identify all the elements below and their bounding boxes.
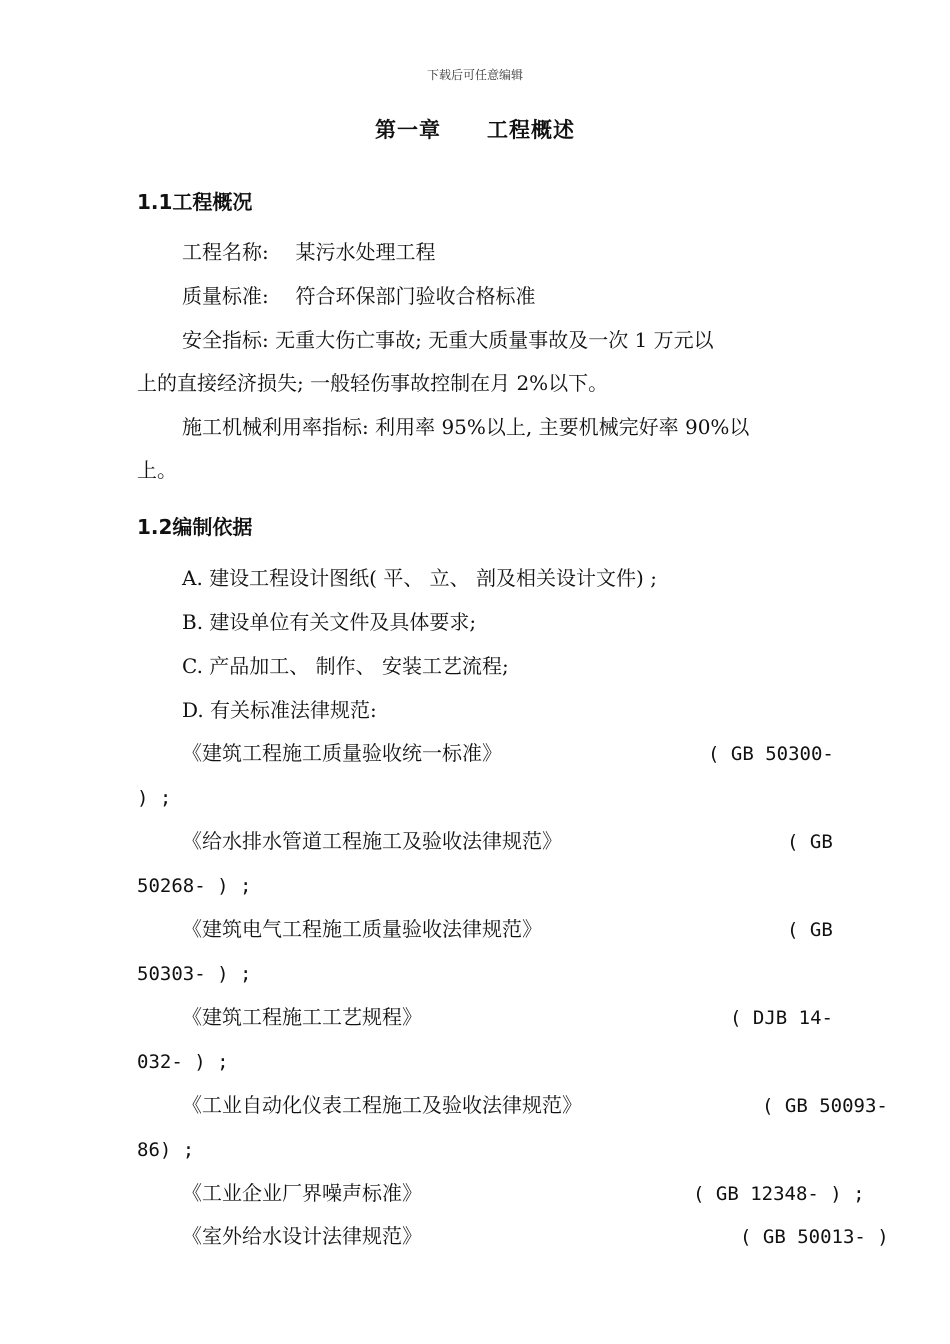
project-name-row bbox=[182, 238, 435, 266]
section-heading-1-1: 1.1工程概况 bbox=[137, 190, 253, 214]
safety-line-2: 上的直接经济损失; 一般轻伤事故控制在月 2%以下。 bbox=[137, 371, 609, 395]
basis-item-a: A. 建设工程设计图纸( 平、 立、 剖及相关设计文件) ; bbox=[182, 566, 657, 590]
standard-code-continued: 86) ; bbox=[137, 1139, 195, 1161]
basis-item-d: D. 有关标准法律规范: bbox=[182, 698, 377, 722]
basis-item-c: C. 产品加工、 制作、 安装工艺流程; bbox=[182, 654, 509, 678]
standard-name: 《建筑工程施工工艺规程》 bbox=[182, 1005, 422, 1029]
standard-name: 《工业自动化仪表工程施工及验收法律规范》 bbox=[182, 1093, 582, 1117]
project-name-label: 工程名称: bbox=[182, 240, 269, 264]
standard-name: 《工业企业厂界噪声标准》 bbox=[182, 1181, 422, 1205]
standard-code-continued: 50268- ) ; bbox=[137, 875, 252, 897]
standard-code: ( GB 12348- ) ; bbox=[693, 1183, 865, 1205]
standard-name: 《建筑工程施工质量验收统一标准》 bbox=[182, 741, 502, 765]
header-note: 下载后可任意编辑 bbox=[426, 68, 523, 82]
project-name-value: 某污水处理工程 bbox=[295, 240, 436, 264]
standard-name: 《室外给水设计法律规范》 bbox=[182, 1224, 422, 1248]
chapter-title bbox=[0, 114, 950, 144]
basis-item-b: B. 建设单位有关文件及具体要求; bbox=[182, 610, 477, 634]
standard-code: ( GB 50013- ) bbox=[740, 1226, 889, 1248]
standard-name: 《建筑电气工程施工质量验收法律规范》 bbox=[182, 917, 542, 941]
standard-code: ( GB 50093- bbox=[762, 1095, 888, 1117]
standard-code: ( GB 50300- bbox=[708, 743, 834, 765]
quality-value: 符合环保部门验收合格标准 bbox=[295, 284, 536, 308]
standard-code: ( DJB 14- bbox=[730, 1007, 833, 1029]
safety-line-1: 安全指标: 无重大伤亡事故; 无重大质量事故及一次 1 万元以 bbox=[182, 328, 714, 352]
standard-name: 《给水排水管道工程施工及验收法律规范》 bbox=[182, 829, 562, 853]
chapter-name: 工程概述 bbox=[487, 118, 575, 142]
chapter-number: 第一章 bbox=[375, 118, 441, 142]
quality-row bbox=[182, 282, 535, 310]
standard-code-continued: ) ; bbox=[137, 787, 172, 809]
section-heading-1-2: 1.2编制依据 bbox=[137, 515, 253, 539]
machine-line-1: 施工机械利用率指标: 利用率 95%以上, 主要机械完好率 90%以 bbox=[182, 415, 750, 439]
quality-label: 质量标准: bbox=[182, 284, 269, 308]
standard-code-continued: 50303- ) ; bbox=[137, 963, 252, 985]
standard-code: ( GB bbox=[787, 831, 833, 853]
machine-line-2: 上。 bbox=[137, 458, 177, 482]
standard-code-continued: 032- ) ; bbox=[137, 1051, 229, 1073]
standard-code: ( GB bbox=[787, 919, 833, 941]
